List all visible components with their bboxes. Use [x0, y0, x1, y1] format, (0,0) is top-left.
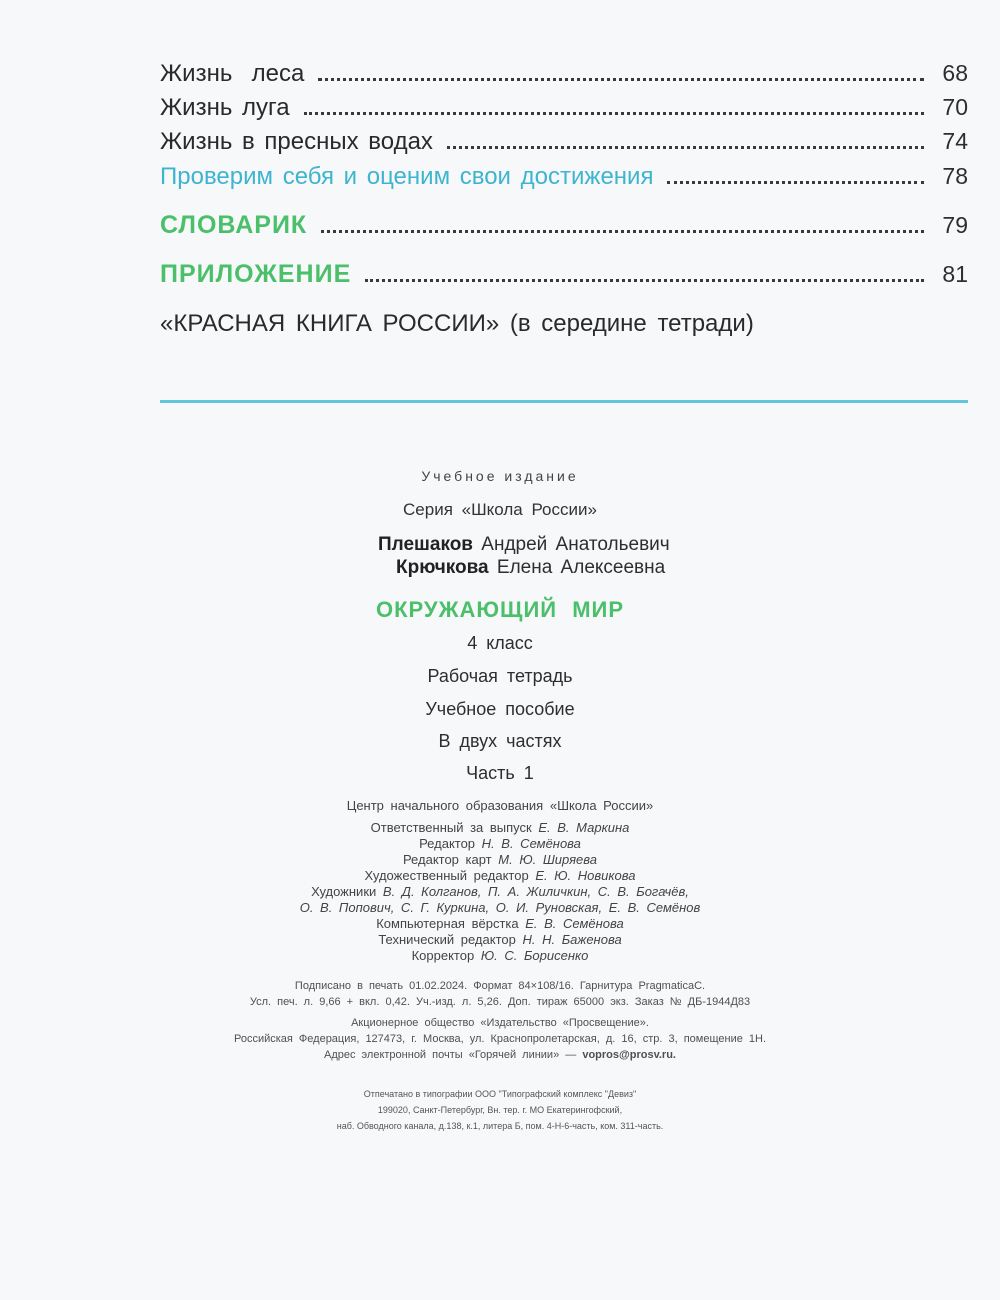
book-title: ОКРУЖАЮЩИЙ МИР [375, 597, 625, 622]
credit-role: Художники [311, 884, 377, 899]
toc-title: Проверим себя и оценим свои достижения [160, 163, 654, 190]
printer-address-line: наб. Обводного канала, д.138, к.1, литера Б, пом. 4-Н-6-часть, ком. 311-часть. [336, 1121, 664, 1131]
credit-name: Е. В. Семёнова [525, 916, 624, 931]
education-center-line: Центр начального образования «Школа России» [346, 798, 654, 813]
toc-leader-dots [318, 78, 924, 81]
credit-role: Корректор [411, 948, 475, 963]
author-given-name: Андрей Анатольевич [481, 534, 670, 555]
credit-line [0, 884, 1000, 900]
print-volume-line: Усл. печ. л. 9,66 + вкл. 0,42. Уч.-изд. л. 5,26. Доп. тираж 65000 экз. Заказ № ДБ-1944Д83 [249, 996, 751, 1008]
credit-name: Ю. С. Борисенко [480, 948, 589, 963]
credit-line [0, 852, 1000, 868]
credit-name: В. Д. Колганов, П. А. Жиличкин, С. В. Богачёв, [382, 884, 689, 899]
author-given-name: Елена Алексеевна [496, 557, 666, 578]
credit-line [0, 932, 1000, 948]
toc-leader-dots [365, 279, 924, 282]
section-divider [160, 400, 968, 403]
toc-page-number: 78 [942, 163, 968, 189]
credit-line [0, 900, 1000, 916]
credit-name: Е. В. Маркина [538, 820, 630, 835]
credits-block [0, 820, 1000, 964]
parts-line: В двух частях [438, 731, 562, 751]
grade-line: 4 класс [467, 633, 533, 653]
toc-title: СЛОВАРИК [160, 211, 308, 239]
purpose-line: Учебное пособие [425, 699, 575, 719]
credit-role: Редактор карт [402, 852, 492, 867]
email-address: vopros@prosv.ru. [582, 1049, 676, 1061]
book-type-line: Рабочая тетрадь [427, 666, 573, 686]
credit-line [0, 836, 1000, 852]
author-line [378, 534, 670, 556]
toc-page-number: 74 [942, 128, 968, 154]
print-signed-line: Подписано в печать 01.02.2024. Формат 84×108/16. Гарнитура PragmaticaC. [294, 980, 706, 992]
publisher-block [0, 1015, 1000, 1063]
toc-leader-dots [321, 230, 924, 233]
toc-page-number: 70 [942, 94, 968, 120]
print-details [0, 978, 1000, 1010]
toc-title: Жизнь луга [160, 94, 290, 121]
edition-type: Учебное издание [421, 468, 579, 484]
toc-row [160, 94, 968, 122]
toc-title: Жизнь в пресных водах [160, 128, 433, 155]
credit-role: Компьютерная вёрстка [376, 916, 519, 931]
credit-line [0, 948, 1000, 964]
toc-row [160, 128, 968, 156]
credit-name: Н. Н. Баженова [522, 932, 622, 947]
email-line [0, 1047, 1000, 1063]
toc-page-number: 79 [942, 212, 968, 238]
toc-row-glossary [160, 211, 968, 240]
toc-page-number: 81 [942, 261, 968, 287]
toc-row-self-check [160, 163, 968, 191]
credit-role: Редактор [419, 836, 476, 851]
credit-role: Технический редактор [378, 932, 516, 947]
toc-page-number: 68 [942, 60, 968, 86]
credit-name: Н. В. Семёнова [481, 836, 581, 851]
credit-role: Художественный редактор [364, 868, 529, 883]
printer-address-line: 199020, Санкт-Петербург, Вн. тер. г. МО Екатерингофский, [377, 1105, 623, 1115]
series-line: Серия «Школа России» [403, 500, 597, 519]
credit-name: Е. Ю. Новикова [535, 868, 636, 883]
credit-role: Ответственный за выпуск [370, 820, 532, 835]
toc-leader-dots [447, 146, 924, 149]
toc-leader-dots [667, 181, 924, 184]
email-label: Адрес электронной почты «Горячей линии» — [324, 1049, 577, 1061]
publisher-line: Акционерное общество «Издательство «Просвещение». [351, 1017, 649, 1029]
author-surname: Плешаков [378, 534, 473, 555]
printer-line: Отпечатано в типографии ООО "Типографский комплекс "Девиз" [363, 1089, 637, 1099]
toc-title: Жизнь леса [160, 60, 305, 87]
author-surname: Крючкова [396, 557, 489, 578]
toc-row-appendix [160, 260, 968, 289]
toc-row [160, 60, 968, 88]
printer-block [0, 1086, 1000, 1134]
toc-leader-dots [304, 112, 924, 115]
toc-title: ПРИЛОЖЕНИЕ [160, 260, 352, 288]
publisher-address-line: Российская Федерация, 127473, г. Москва, ул. Краснопролетарская, д. 16, стр. 3, помещение 1Н. [233, 1033, 767, 1045]
credit-line [0, 868, 1000, 884]
credit-name: М. Ю. Ширяева [498, 852, 598, 867]
credit-line [0, 820, 1000, 836]
credit-name: О. В. Попович, С. Г. Куркина, О. И. Руновская, Е. В. Семёнов [299, 900, 701, 915]
toc-insert-line: «КРАСНАЯ КНИГА РОССИИ» (в середине тетради) [160, 310, 754, 337]
credit-line [0, 916, 1000, 932]
part-number-line: Часть 1 [466, 763, 534, 783]
author-line [396, 557, 665, 579]
